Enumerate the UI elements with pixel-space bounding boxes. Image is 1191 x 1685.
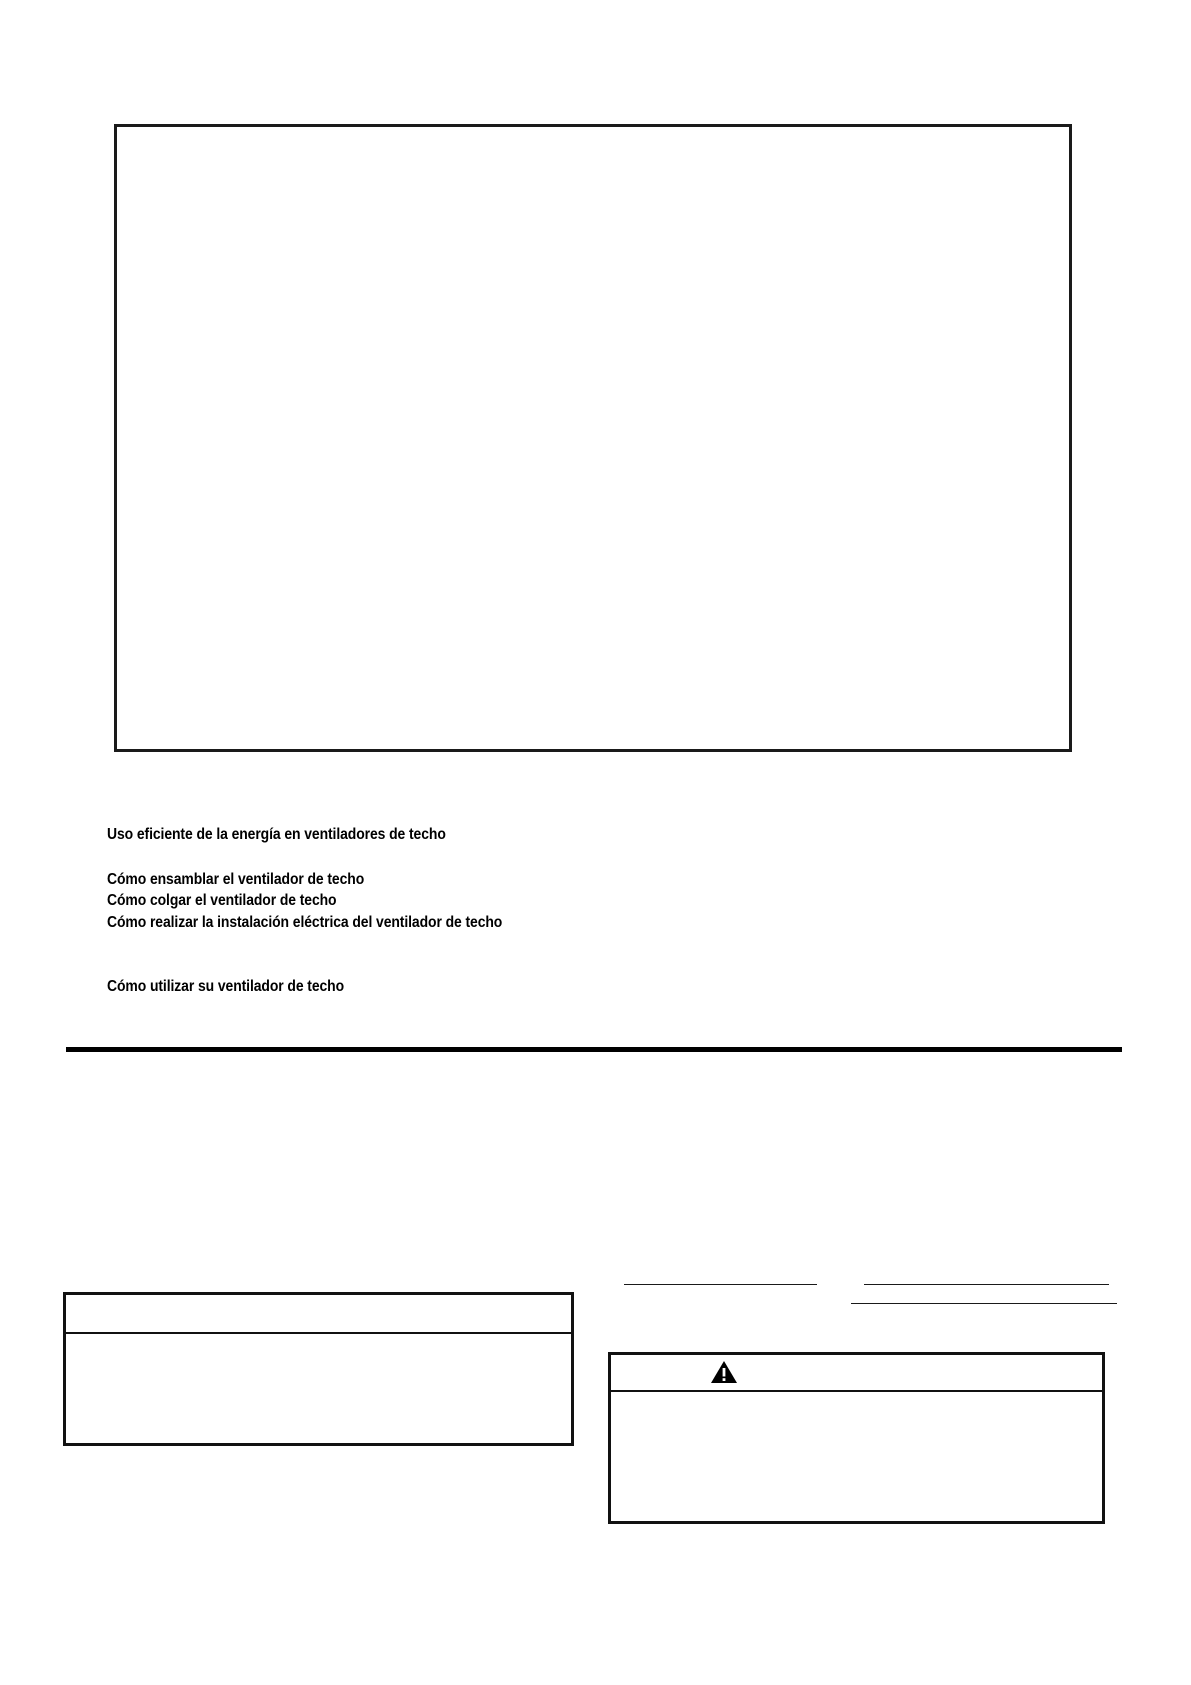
notice-box-left bbox=[63, 1292, 574, 1446]
fill-line-model bbox=[624, 1284, 817, 1285]
toc-item-energy[interactable]: Uso eficiente de la energía en ventiladores de techo bbox=[107, 826, 446, 843]
toc-item-hang[interactable]: Cómo colgar el ventilador de techo bbox=[107, 892, 337, 909]
toc-item-assemble[interactable]: Cómo ensamblar el ventilador de techo bbox=[107, 871, 365, 888]
notice-box-left-header bbox=[66, 1295, 571, 1334]
warning-box bbox=[608, 1352, 1105, 1524]
section-divider bbox=[66, 1047, 1122, 1052]
toc-item-use[interactable]: Cómo utilizar su ventilador de techo bbox=[107, 978, 345, 995]
fill-line-place bbox=[851, 1303, 1117, 1304]
warning-box-header bbox=[611, 1355, 1102, 1392]
cover-frame bbox=[114, 124, 1072, 752]
warning-triangle-icon bbox=[710, 1360, 738, 1384]
toc-item-wiring[interactable]: Cómo realizar la instalación eléctrica del ventilador de techo bbox=[107, 914, 503, 931]
fill-line-date bbox=[864, 1284, 1109, 1285]
